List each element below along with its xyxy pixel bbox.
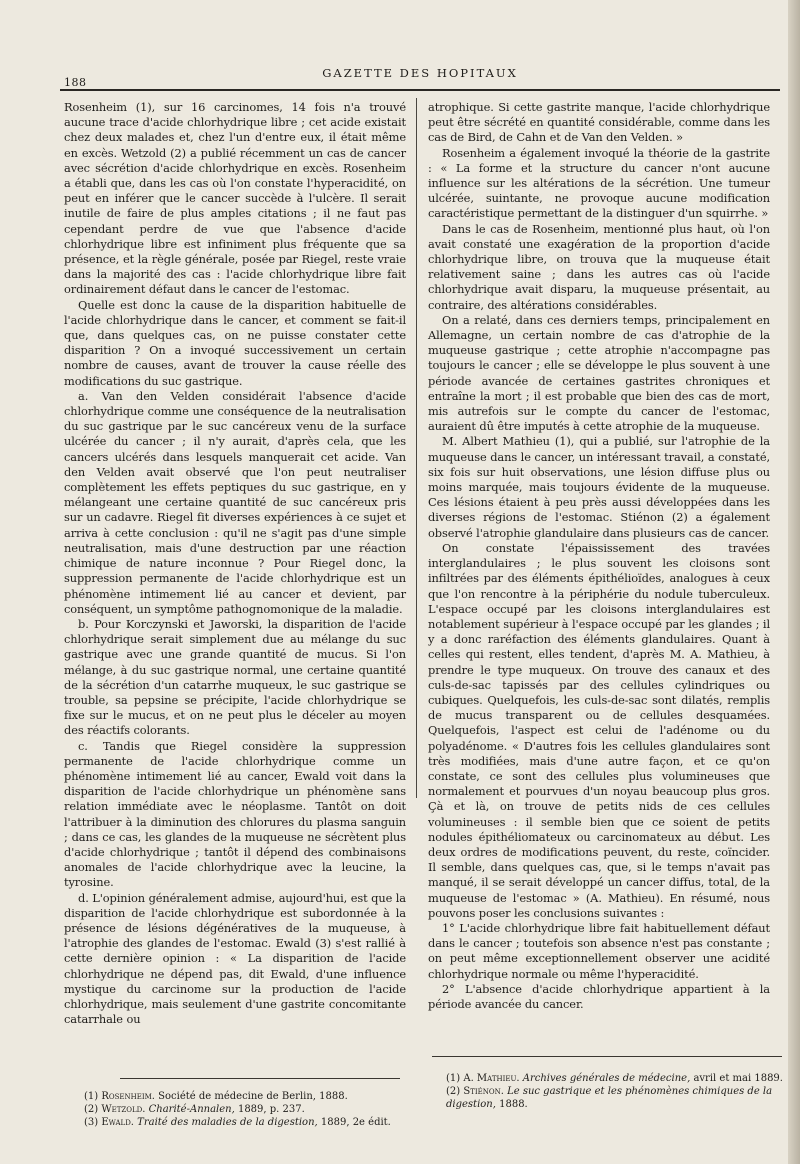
footnote-author: (1) A. Mathieu. [446,1073,520,1084]
right-paragraph-4: On a relaté, dans ces derniers temps, principalement en Allemagne, un certain nombre de cas d'atrophie de la muqueuse gastrique ; cette atrophie n'accompagne pas toujours le cancer ; elle se développe le plus souvent à une période avancée de certaines gastrites chroniques et entraîne la mort ; il est probable que bien des cas de mort, mis autrefois sur le compte du cancer de l'estomac, auraient dû être imputés à cette atrophie de la muqueuse. [428,312,770,434]
right-paragraph-8: 2° L'absence d'acide chlorhydrique appartient à la période avancée du cancer. [428,981,770,1011]
footnote-author: (3) Ewald. [84,1117,134,1128]
footnote-left-3 [84,1116,404,1129]
column-divider [416,98,417,798]
left-paragraph-5: c. Tandis que Riegel considère la suppression permanente de l'acide chlorhydrique comme un phénomène intimement lié au cancer, Ewald voit dans la disparition de l'acide chlorhydrique un phénomène sans relation immédiate avec le néoplasme. Tantôt on doit l'attribuer à la diminution des chlorures du plasma sanguin ; dans ce cas, les glandes de la muqueuse ne sécrètent plus d'acide chlorhydrique ; tantôt il dépend des combinaisons anomales de l'acide chlorhydrique avec la leucine, la tyrosine. [64,738,406,890]
footnote-author: (2) Stiénon. [446,1086,504,1097]
page-header [60,66,780,89]
footnote-author: (2) Wetzold. [84,1104,146,1115]
footnote-left-2 [84,1103,404,1116]
footnote-rule-left [120,1078,400,1079]
right-paragraph-3: Dans le cas de Rosenheim, mentionné plus haut, où l'on avait constaté une exagération de la proportion d'acide chlorhydrique libre, on trouva que la muqueuse était relativement saine ; dans les autres cas où l'acide chlorhydrique avait disparu, la muqueuse présentait, au contraire, des altérations considérables. [428,221,770,312]
footnote-text: 1889, p. 237. [234,1104,305,1115]
footnotes-left [84,1090,404,1129]
right-column [428,100,770,1012]
left-column [64,100,406,1027]
left-paragraph-3: a. Van den Velden considérait l'absence d'acide chlorhydrique comme une conséquence de la neutralisation du suc gastrique par le suc cancéreux venu de la surface ulcérée du cancer ; il n'y aurait, d'après cela, que les cancers ulcérés dans lesquels manquerait cet acide. Van den Velden avait observé que l'on peut neutraliser complètement les effets peptiques du suc gastrique, en y mélangeant une certaine quantité de suc cancéreux pris sur un cadavre. Riegel fit diverses expériences à ce sujet et arriva à cette conclusion : qu'il ne s'agit pas d'une simple neutralisation, mais d'une destruction par une réaction chimique de nature inconnue ? Pour Riegel donc, la suppression permanente de l'acide chlorhydrique est un phénomène intimement lié au cancer et devient, par conséquent, un symptôme pathognomonique de la maladie. [64,388,406,616]
page-number: 188 [64,76,87,89]
right-paragraph-7: 1° L'acide chlorhydrique libre fait habituellement défaut dans le cancer ; toutefois son absence n'est pas constante ; on peut même exceptionnellement observer une acidité chlorhydrique normale ou même l'hyperacidité. [428,920,770,981]
left-paragraph-6: d. L'opinion généralement admise, aujourd'hui, est que la disparition de l'acide chlorhydrique est subordonnée à la présence de lésions dégénératives de la muqueuse, à l'atrophie des glandes de l'estomac. Ewald (3) s'est rallié à cette dernière opinion : « La disparition de l'acide chlorhydrique ne dépend pas, dit Ewald, d'une influence mystique du carcinome sur la production de l'acide chlorhydrique, mais seulement d'une gastrite concomitante catarrhale ou [64,890,406,1027]
footnote-rule-right [432,1056,782,1057]
left-paragraph-4: b. Pour Korczynski et Jaworski, la disparition de l'acide chlorhydrique serait simplement due au mélange du suc gastrique avec une grande quantité de mucus. Si l'on mélange, à du suc gastrique normal, une certaine quantité de la sécrétion d'un catarrhe muqueux, le suc gastrique se trouble, sa pepsine se précipite, l'acide chlorhydrique se fixe sur le mucus, et on ne peut plus le déceler au moyen des réactifs colorants. [64,616,406,738]
right-paragraph-1: atrophique. Si cette gastrite manque, l'acide chlorhydrique peut être sécrété en quantité considérable, comme dans les cas de Bird, de Cahn et de Van den Velden. » [428,100,770,145]
footnote-title: Le suc gastrique et les phénomènes chimiques de la digestion, [446,1086,773,1110]
footnote-author: (1) Rosenheim. [84,1091,155,1102]
page-binding-edge [788,0,800,1164]
footnote-right-2 [446,1085,786,1111]
right-paragraph-6: On constate l'épaississement des travées interglandulaires ; le plus souvent les cloisons sont infiltrées par des éléments épithélioïdes, analogues à ceux que l'on rencontre à la périphérie du nodule tuberculeux. L'espace occupé par les cloisons interglandulaires est notablement supérieur à l'espace occupé par les glandes ; il y a donc raréfaction des éléments glandulaires. Quant à celles qui restent, elles tendent, d'après M. A. Mathieu, à prendre le type muqueux. On trouve des canaux et des culs-de-sac tapissés par des cellules cylindriques ou cubiques. Quelquefois, les culs-de-sac sont dilatés, remplis de mucus transparent ou de cellules desquamées. Quelquefois, l'aspect est celui de l'adénome ou du polyadénome. « D'autres fois les cellules glandulaires sont très modifiées, mais d'une autre façon, et ce qu'on constate, ce sont des cellules plus volumineuses que normalement et pourvues d'un noyau beaucoup plus gros. Çà et là, on trouve de petits nids de ces cellules volumineuses : il semble bien que ce soient de petits nodules épithéliomateux ou carcinomateux au début. Les deux ordres de modifications peuvent, du reste, coïncider. Il semble, dans quelques cas, que, si le temps n'avait pas manqué, il se serait développé un cancer diffus, total, de la muqueuse de l'estomac » (A. Mathieu). En résumé, nous pouvons poser les conclusions suivantes : [428,540,770,920]
header-rule [60,89,780,91]
footnotes-right [446,1072,786,1111]
right-paragraph-5: M. Albert Mathieu (1), qui a publié, sur l'atrophie de la muqueuse dans le cancer, un intéressant travail, a constaté, six fois sur huit observations, une lésion diffuse plus ou moins marquée, mais toujours évidente de la muqueuse. Ces lésions étaient à peu près aussi développées dans les diverses régions de l'estomac. Stiénon (2) a également observé l'atrophie glandulaire dans plusieurs cas de cancer. [428,434,770,540]
footnote-title: Traité des maladies de la digestion, [133,1117,318,1128]
footnote-title: Archives générales de médecine, [519,1073,691,1084]
footnote-text: avril et mai 1889. [690,1073,783,1084]
journal-title: GAZETTE DES HOPITAUX [322,66,518,80]
left-paragraph-1: Rosenheim (1), sur 16 carcinomes, 14 fois n'a trouvé aucune trace d'acide chlorhydrique libre ; cet acide existait chez deux malades et, chez l'un d'entre eux, il était même en excès. Wetzold (2) a publié récemment un cas de cancer avec sécrétion d'acide chlorhydrique en excès. Rosenheim a établi que, dans les cas où l'on constate l'hyperacidité, on peut en inférer que le cancer succède à l'ulcère. Il serait inutile de faire de plus amples citations ; il ne faut pas cependant perdre de vue que l'absence d'acide chlorhydrique libre est infiniment plus fréquente que sa présence, et la règle générale, posée par Riegel, reste vraie dans la majorité des cas : l'acide chlorhydrique libre fait ordinairement défaut dans le cancer de l'estomac. [64,100,406,297]
footnote-text: 1888. [495,1099,528,1110]
footnote-left-1 [84,1090,404,1103]
footnote-text: 1889, 2e édit. [317,1117,391,1128]
footnote-title: Charité-Annalen, [145,1104,235,1115]
footnote-text: Société de médecine de Berlin, 1888. [154,1091,348,1102]
left-paragraph-2: Quelle est donc la cause de la disparition habituelle de l'acide chlorhydrique dans le cancer, et comment se fait-il que, dans quelques cas, on ne puisse constater cette disparition ? On a invoqué successivement un certain nombre de causes, avant de trouver la cause réelle des modifications du suc gastrique. [64,297,406,388]
right-paragraph-2: Rosenheim a également invoqué la théorie de la gastrite : « La forme et la structure du cancer n'ont aucune influence sur les altérations de la sécrétion. Une tumeur ulcérée, suintante, ne provoque aucune modification caractéristique permettant de la distinguer d'un squirrhe. » [428,145,770,221]
footnote-right-1 [446,1072,786,1085]
